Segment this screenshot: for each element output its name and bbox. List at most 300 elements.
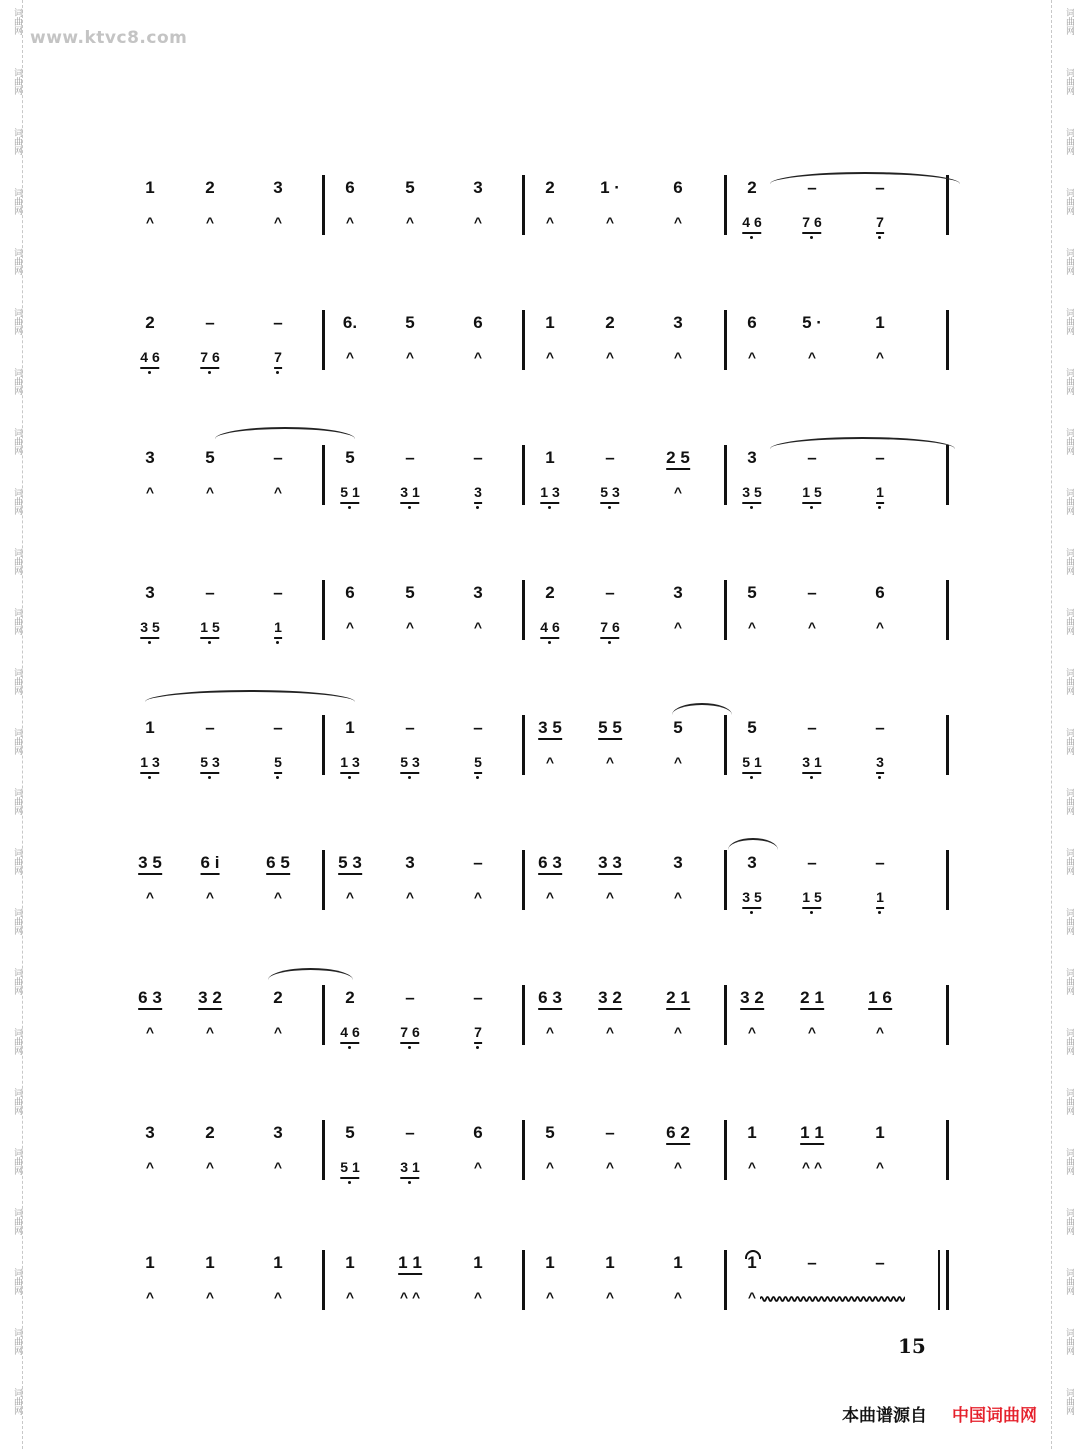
side-label: 词曲网 <box>12 1088 22 1115</box>
accent-mark: ^ <box>807 349 817 365</box>
melody-note: 6 5 <box>266 853 290 875</box>
octave-dot <box>476 776 479 779</box>
side-label: 词曲网 <box>1064 1148 1074 1175</box>
octave-dot <box>878 506 881 509</box>
harmony-note: 1 5 <box>200 617 219 639</box>
harmony-note: 1 3 <box>340 752 359 774</box>
melody-note: 1 <box>545 1253 555 1272</box>
melody-note: 6 2 <box>666 1123 690 1145</box>
melody-note: 5 <box>545 1123 555 1142</box>
barline <box>522 580 525 640</box>
barline <box>946 445 949 505</box>
accent-mark: ^ <box>145 1024 155 1040</box>
melody-note: 6 <box>747 313 757 332</box>
melody-note: 3 <box>673 853 683 872</box>
octave-dot <box>750 776 753 779</box>
melody-note: 2 <box>345 988 355 1007</box>
accent-mark: ^ <box>273 484 283 500</box>
octave-dot <box>348 506 351 509</box>
side-label: 词曲网 <box>12 968 22 995</box>
octave-dot <box>548 506 551 509</box>
slur <box>770 437 955 449</box>
accent-mark: ^ <box>473 214 483 230</box>
melody-note: – <box>405 718 415 737</box>
accent-mark: ^ <box>473 619 483 635</box>
melody-note: 1 <box>747 1123 757 1142</box>
side-label: 词曲网 <box>12 908 22 935</box>
melody-note: – <box>473 448 483 467</box>
melody-note: 1 <box>345 718 355 737</box>
melody-note: – <box>875 853 885 872</box>
harmony-note: 4 6 <box>140 347 159 369</box>
accent-mark: ^ <box>545 349 555 365</box>
side-label: 词曲网 <box>1064 968 1074 995</box>
slur <box>268 968 353 980</box>
side-label: 词曲网 <box>12 788 22 815</box>
melody-note: 6 <box>345 583 355 602</box>
accent-mark: ^ <box>205 1289 215 1305</box>
octave-dot <box>348 1046 351 1049</box>
barline <box>724 985 727 1045</box>
melody-note: 5 <box>405 313 415 332</box>
octave-dot <box>810 776 813 779</box>
octave-dot <box>548 641 551 644</box>
melody-note: 1 <box>145 718 155 737</box>
accent-mark: ^ <box>747 1159 757 1175</box>
octave-dot <box>810 236 813 239</box>
melody-note: 1 <box>145 1253 155 1272</box>
melody-note: 1 6 <box>868 988 892 1010</box>
melody-note: 2 <box>545 583 555 602</box>
harmony-note: 5 <box>474 752 482 774</box>
harmony-note: 1 5 <box>802 887 821 909</box>
barline <box>322 310 325 370</box>
harmony-note: 1 3 <box>540 482 559 504</box>
harmony-note: 5 3 <box>200 752 219 774</box>
octave-dot <box>408 506 411 509</box>
harmony-note: 3 5 <box>140 617 159 639</box>
harmony-note: 1 5 <box>802 482 821 504</box>
accent-mark: ^ <box>205 889 215 905</box>
melody-note: 1 1 <box>398 1253 422 1275</box>
side-label: 词曲网 <box>12 1028 22 1055</box>
octave-dot <box>878 911 881 914</box>
trill-wavy-line <box>760 1294 905 1304</box>
barline <box>724 1250 727 1310</box>
barline <box>522 1250 525 1310</box>
melody-note: – <box>807 1253 817 1272</box>
melody-note: 1 <box>473 1253 483 1272</box>
melody-note: 5 <box>673 718 683 737</box>
melody-note: 2 <box>605 313 615 332</box>
melody-note: – <box>807 853 817 872</box>
side-label: 词曲网 <box>1064 308 1074 335</box>
octave-dot <box>148 371 151 374</box>
site-watermark: www.ktvc8.com <box>30 28 188 48</box>
barline <box>946 1250 949 1310</box>
accent-mark: ^ <box>807 1024 817 1040</box>
melody-note: 1 <box>205 1253 215 1272</box>
side-label: 词曲网 <box>12 548 22 575</box>
melody-note: 1 <box>145 178 155 197</box>
melody-note: – <box>473 988 483 1007</box>
harmony-note: 7 <box>876 212 884 234</box>
side-label: 词曲网 <box>1064 548 1074 575</box>
melody-note: 6 <box>473 1123 483 1142</box>
final-barline <box>938 1250 940 1310</box>
melody-note: – <box>273 583 283 602</box>
barline <box>522 445 525 505</box>
melody-note: 3 <box>673 583 683 602</box>
melody-note: 2 <box>747 178 757 197</box>
harmony-note: 5 1 <box>340 1157 359 1179</box>
octave-dot <box>608 506 611 509</box>
melody-note: – <box>875 178 885 197</box>
harmony-note: 1 <box>274 617 282 639</box>
accent-mark: ^ <box>673 1159 683 1175</box>
harmony-note: 4 6 <box>742 212 761 234</box>
barline <box>724 715 727 775</box>
side-label: 词曲网 <box>1064 188 1074 215</box>
melody-note: 2 5 <box>666 448 690 470</box>
side-label: 词曲网 <box>1064 488 1074 515</box>
melody-note: – <box>807 178 817 197</box>
octave-dot <box>276 371 279 374</box>
melody-note: 6 <box>473 313 483 332</box>
accent-mark: ^ <box>273 889 283 905</box>
barline <box>322 445 325 505</box>
barline <box>946 1120 949 1180</box>
accent-mark: ^ <box>673 619 683 635</box>
accent-mark: ^ <box>605 1289 615 1305</box>
melody-note: 5 3 <box>338 853 362 875</box>
barline <box>322 985 325 1045</box>
melody-note: – <box>807 448 817 467</box>
accent-mark: ^ <box>673 889 683 905</box>
melody-note: 3 2 <box>598 988 622 1010</box>
octave-dot <box>148 641 151 644</box>
melody-note: – <box>605 1123 615 1142</box>
barline <box>724 580 727 640</box>
octave-dot <box>750 506 753 509</box>
accent-mark: ^ <box>205 1024 215 1040</box>
melody-note: 2 1 <box>800 988 824 1010</box>
side-label: 词曲网 <box>1064 1208 1074 1235</box>
accent-mark: ^ <box>605 1159 615 1175</box>
side-label: 词曲网 <box>12 668 22 695</box>
side-label: 词曲网 <box>12 1328 22 1355</box>
accent-mark: ^ <box>605 754 615 770</box>
accent-mark: ^ <box>345 1289 355 1305</box>
melody-note: 2 <box>205 1123 215 1142</box>
slur <box>145 690 355 702</box>
harmony-note: 3 <box>474 482 482 504</box>
accent-mark: ^ <box>875 1159 885 1175</box>
side-label: 词曲网 <box>1064 788 1074 815</box>
harmony-note: 7 6 <box>200 347 219 369</box>
melody-note: 1 <box>545 313 555 332</box>
side-label: 词曲网 <box>12 128 22 155</box>
octave-dot <box>476 1046 479 1049</box>
side-label: 词曲网 <box>1064 1088 1074 1115</box>
accent-mark: ^ <box>605 1024 615 1040</box>
accent-mark: ^ <box>145 1159 155 1175</box>
accent-mark: ^ <box>205 214 215 230</box>
side-label: 词曲网 <box>12 1208 22 1235</box>
page-number: 15 <box>898 1334 926 1358</box>
melody-note: 2 1 <box>666 988 690 1010</box>
melody-note: 1 · <box>600 178 620 197</box>
side-label: 词曲网 <box>1064 1328 1074 1355</box>
melody-note: – <box>273 718 283 737</box>
melody-note: 5 · <box>802 313 822 332</box>
harmony-note: 5 <box>274 752 282 774</box>
accent-mark: ^ ^ <box>801 1159 823 1175</box>
side-label: 词曲网 <box>1064 848 1074 875</box>
side-label: 词曲网 <box>1064 8 1074 35</box>
accent-mark: ^ <box>145 889 155 905</box>
accent-mark: ^ <box>405 889 415 905</box>
side-label: 词曲网 <box>12 428 22 455</box>
accent-mark: ^ <box>605 214 615 230</box>
melody-note: 3 <box>747 448 757 467</box>
barline <box>946 310 949 370</box>
barline <box>946 715 949 775</box>
octave-dot <box>408 776 411 779</box>
accent-mark: ^ <box>345 619 355 635</box>
fermata-icon <box>745 1250 761 1259</box>
side-label: 词曲网 <box>1064 908 1074 935</box>
melody-note: 1 <box>545 448 555 467</box>
melody-note: – <box>875 448 885 467</box>
side-label: 词曲网 <box>12 368 22 395</box>
melody-note: – <box>875 718 885 737</box>
barline <box>724 850 727 910</box>
accent-mark: ^ <box>673 1289 683 1305</box>
melody-note: 3 <box>145 448 155 467</box>
melody-note: 6 3 <box>538 853 562 875</box>
side-label: 词曲网 <box>1064 68 1074 95</box>
accent-mark: ^ <box>673 1024 683 1040</box>
accent-mark: ^ <box>673 484 683 500</box>
slur <box>770 172 960 184</box>
barline <box>322 175 325 235</box>
slur <box>215 427 355 439</box>
barline <box>522 310 525 370</box>
accent-mark: ^ <box>875 349 885 365</box>
accent-mark: ^ <box>875 1024 885 1040</box>
side-label: 词曲网 <box>1064 1028 1074 1055</box>
accent-mark: ^ <box>545 1289 555 1305</box>
accent-mark: ^ <box>747 349 757 365</box>
melody-note: 6. <box>342 313 358 332</box>
melody-note: 2 <box>145 313 155 332</box>
harmony-note: 4 6 <box>340 1022 359 1044</box>
side-label: 词曲网 <box>12 68 22 95</box>
melody-note: 1 <box>345 1253 355 1272</box>
harmony-note: 3 <box>876 752 884 774</box>
octave-dot <box>208 371 211 374</box>
harmony-note: 3 5 <box>742 482 761 504</box>
accent-mark: ^ <box>545 889 555 905</box>
accent-mark: ^ <box>345 349 355 365</box>
harmony-note: 5 3 <box>400 752 419 774</box>
harmony-note: 7 <box>474 1022 482 1044</box>
barline <box>522 175 525 235</box>
barline <box>522 985 525 1045</box>
left-margin-strip <box>0 0 23 1449</box>
harmony-note: 1 3 <box>140 752 159 774</box>
harmony-note: 5 1 <box>340 482 359 504</box>
melody-note: 5 <box>405 583 415 602</box>
side-label: 词曲网 <box>12 188 22 215</box>
side-label: 词曲网 <box>1064 1268 1074 1295</box>
melody-note: – <box>605 583 615 602</box>
accent-mark: ^ <box>473 889 483 905</box>
melody-note: 1 <box>875 1123 885 1142</box>
melody-note: – <box>405 448 415 467</box>
melody-note: 3 3 <box>598 853 622 875</box>
barline <box>322 1120 325 1180</box>
octave-dot <box>476 506 479 509</box>
melody-note: 1 <box>747 1253 757 1272</box>
octave-dot <box>878 776 881 779</box>
barline <box>724 445 727 505</box>
barline <box>724 1120 727 1180</box>
melody-note: 5 <box>405 178 415 197</box>
octave-dot <box>208 641 211 644</box>
harmony-note: 7 6 <box>400 1022 419 1044</box>
accent-mark: ^ <box>473 349 483 365</box>
side-label: 词曲网 <box>1064 248 1074 275</box>
harmony-note: 7 6 <box>802 212 821 234</box>
melody-note: 3 <box>405 853 415 872</box>
accent-mark: ^ <box>875 619 885 635</box>
melody-note: 3 <box>473 178 483 197</box>
barline <box>522 715 525 775</box>
melody-note: 1 <box>273 1253 283 1272</box>
barline <box>946 175 949 235</box>
accent-mark: ^ <box>545 1024 555 1040</box>
accent-mark: ^ <box>405 214 415 230</box>
accent-mark: ^ <box>145 214 155 230</box>
right-margin-strip <box>1051 0 1074 1449</box>
accent-mark: ^ <box>273 1024 283 1040</box>
accent-mark: ^ <box>807 619 817 635</box>
barline <box>724 310 727 370</box>
accent-mark: ^ <box>545 1159 555 1175</box>
slur <box>728 838 778 850</box>
harmony-note: 7 6 <box>600 617 619 639</box>
side-label: 词曲网 <box>12 1148 22 1175</box>
melody-note: 5 <box>747 583 757 602</box>
melody-note: – <box>807 718 817 737</box>
melody-note: – <box>205 718 215 737</box>
melody-note: 5 <box>747 718 757 737</box>
harmony-note: 1 <box>876 482 884 504</box>
side-label: 词曲网 <box>12 1268 22 1295</box>
side-label: 词曲网 <box>12 488 22 515</box>
melody-note: 2 <box>205 178 215 197</box>
melody-note: 2 <box>273 988 283 1007</box>
accent-mark: ^ <box>473 1289 483 1305</box>
harmony-note: 3 1 <box>400 1157 419 1179</box>
accent-mark: ^ <box>747 1024 757 1040</box>
accent-mark: ^ <box>605 889 615 905</box>
side-label: 词曲网 <box>1064 1388 1074 1415</box>
harmony-note: 4 6 <box>540 617 559 639</box>
melody-note: – <box>205 313 215 332</box>
octave-dot <box>348 776 351 779</box>
melody-note: 3 <box>145 1123 155 1142</box>
melody-note: 3 <box>273 1123 283 1142</box>
slur <box>672 703 732 715</box>
side-label: 词曲网 <box>12 848 22 875</box>
melody-note: 3 <box>145 583 155 602</box>
barline <box>522 850 525 910</box>
accent-mark: ^ ^ <box>399 1289 421 1305</box>
melody-note: 5 5 <box>598 718 622 740</box>
barline <box>522 1120 525 1180</box>
accent-mark: ^ <box>673 214 683 230</box>
melody-note: 1 1 <box>800 1123 824 1145</box>
melody-note: 2 <box>545 178 555 197</box>
accent-mark: ^ <box>273 214 283 230</box>
melody-note: 6 <box>875 583 885 602</box>
footer-source-label: 本曲谱源自 <box>842 1406 927 1425</box>
accent-mark: ^ <box>545 214 555 230</box>
melody-note: – <box>273 448 283 467</box>
melody-note: 5 <box>345 448 355 467</box>
octave-dot <box>348 1181 351 1184</box>
side-label: 词曲网 <box>1064 608 1074 635</box>
barline <box>322 580 325 640</box>
melody-note: – <box>205 583 215 602</box>
side-label: 词曲网 <box>1064 668 1074 695</box>
footer-site-name[interactable]: 中国词曲网 <box>952 1406 1037 1425</box>
harmony-note: 3 1 <box>802 752 821 774</box>
melody-note: – <box>807 583 817 602</box>
melody-note: – <box>875 1253 885 1272</box>
barline <box>946 850 949 910</box>
side-label: 词曲网 <box>12 608 22 635</box>
side-label: 词曲网 <box>12 8 22 35</box>
octave-dot <box>276 776 279 779</box>
accent-mark: ^ <box>345 889 355 905</box>
melody-note: 6 3 <box>538 988 562 1010</box>
melody-note: – <box>405 1123 415 1142</box>
octave-dot <box>408 1046 411 1049</box>
melody-note: 1 <box>875 313 885 332</box>
octave-dot <box>810 506 813 509</box>
accent-mark: ^ <box>473 1159 483 1175</box>
side-label: 词曲网 <box>12 248 22 275</box>
side-label: 词曲网 <box>1064 728 1074 755</box>
side-label: 词曲网 <box>1064 128 1074 155</box>
melody-note: – <box>405 988 415 1007</box>
melody-note: 3 <box>473 583 483 602</box>
side-label: 词曲网 <box>12 308 22 335</box>
side-label: 词曲网 <box>12 728 22 755</box>
barline <box>946 985 949 1045</box>
melody-note: 6 3 <box>138 988 162 1010</box>
accent-mark: ^ <box>145 484 155 500</box>
harmony-note: 3 5 <box>742 887 761 909</box>
melody-note: 3 5 <box>538 718 562 740</box>
barline <box>322 850 325 910</box>
harmony-note: 5 1 <box>742 752 761 774</box>
octave-dot <box>408 1181 411 1184</box>
